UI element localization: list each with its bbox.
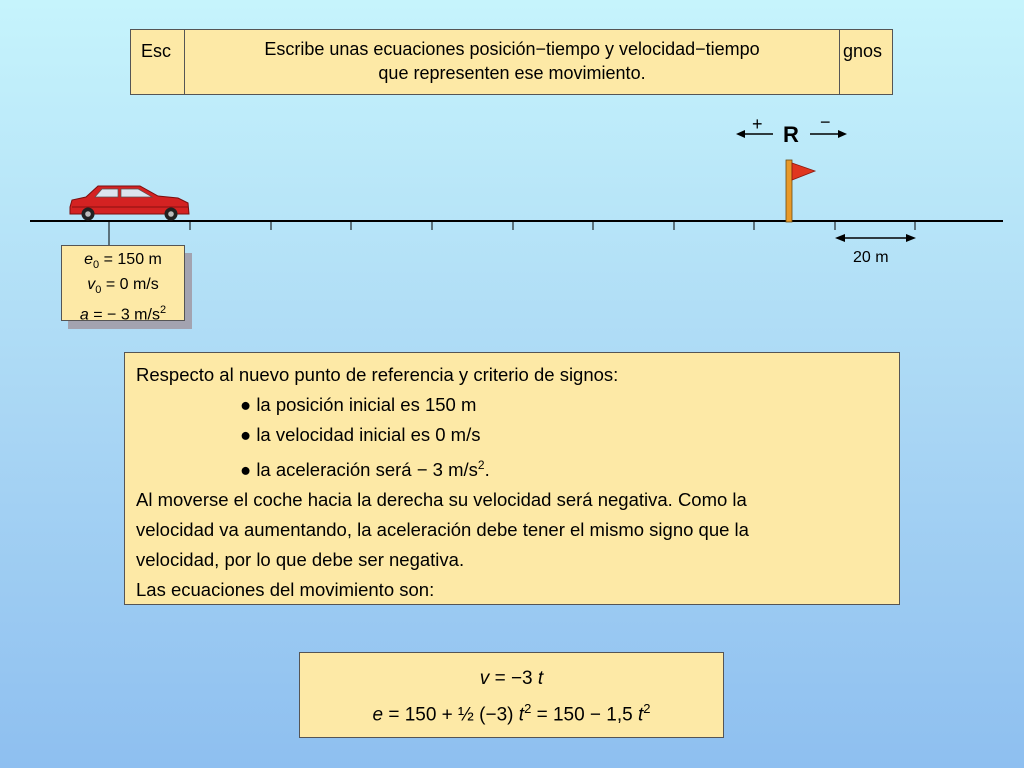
title-back-right: gnos — [842, 41, 882, 61]
car-icon — [70, 186, 189, 221]
initial-conditions-box — [61, 245, 185, 324]
explanation-intro: Respecto al nuevo punto de referencia y criterio de signos: — [136, 364, 619, 385]
bullet-acceleration: ● la aceleración será − 3 $m/s^2$. — [240, 458, 490, 481]
title-line-2: que representen ese movimiento. — [378, 63, 646, 83]
title-line-1: Escribe unas ecuaciones posición−tiempo y velocidad−tiempo — [264, 39, 760, 59]
reference-label: R — [783, 122, 799, 147]
explanation-line-4: Las ecuaciones del movimiento son: — [136, 579, 435, 601]
plus-sign: + — [752, 114, 763, 134]
tick-marks — [109, 221, 915, 230]
scale-arrow-icon — [835, 234, 916, 242]
explanation-line-2: velocidad va aumentando, la aceleración debe tener el mismo signo que la — [136, 519, 749, 541]
position-equation: e = 150 + ½ (−3) $t^2 = 150 - 1,5$ $t^2$ — [372, 701, 651, 726]
initial-position: $e_0 = 150$ m — [84, 251, 162, 272]
scale-label: 20 m — [853, 249, 889, 266]
flag-icon — [786, 160, 815, 222]
equations-box — [299, 652, 724, 738]
bullet-position: ● la posición inicial es 150 m — [240, 394, 477, 415]
acceleration: a = − 3 $m/s^2$ — [79, 304, 167, 324]
explanation-box — [124, 352, 900, 605]
bullet-velocity: ● la velocidad inicial es 0 m/s — [240, 424, 481, 445]
explanation-line-1: Al moverse el coche hacia la derecha su velocidad será negativa. Como la — [136, 489, 747, 511]
minus-sign: − — [820, 112, 831, 132]
initial-velocity: $v_0 = 0$ m/s — [87, 276, 159, 297]
title-back-left: Esc — [141, 41, 172, 61]
explanation-line-3: velocidad, por lo que debe ser negativa. — [136, 549, 465, 571]
velocity-equation: v = −3 t — [479, 668, 544, 689]
